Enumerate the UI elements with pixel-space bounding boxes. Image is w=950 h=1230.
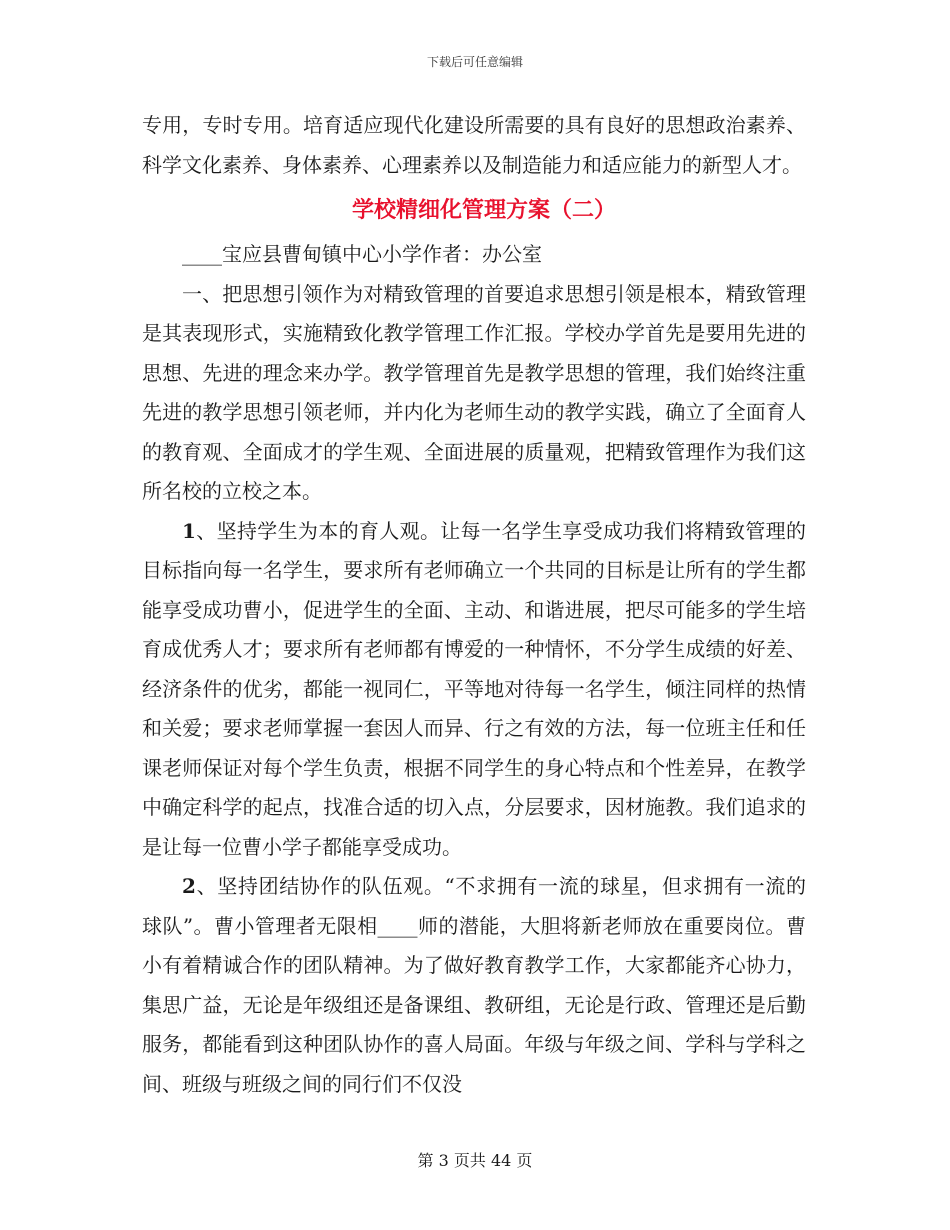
point-number: 1 — [182, 518, 196, 543]
point-text: 、坚持团结协作的队伍观。“不求拥有一流的球星，但求拥有一流的球队”。曹小管理者无限相____师的潜能，大胆将新老师放在重要岗位。曹小有着精诚合作的团队精神。为了做好教育教学工作，大家都能齐心协力，集思广益，无论是年级组还是备课组、教研组，无论是行政、管理还是后勤服务，都能看到这种团队协作的喜人局面。年级与年级之间、学科与学科之间、班级与班级之间的同行们不仅没 — [142, 874, 806, 1096]
paragraph-point-two — [142, 867, 806, 1104]
document-body — [142, 106, 806, 1104]
paragraph-continuation: 专用，专时专用。培育适应现代化建设所需要的具有良好的思想政治素养、科学文化素养、身体素养、心理素养以及制造能力和适应能力的新型人才。 — [142, 113, 806, 177]
paragraph-section-one: 一、把思想引领作为对精致管理的首要追求思想引领是根本，精致管理是其表现形式，实施精致化教学管理工作汇报。学校办学首先是要用先进的思想、先进的理念来办学。教学管理首先是教学思想的管理，我们始终注重先进的教学思想引领老师，并内化为老师生动的教学实践，确立了全面育人的教育观、全面成才的学生观、全面进展的质量观，把精致管理作为我们这所名校的立校之本。 — [142, 281, 806, 503]
author-line: ____宝应县曹甸镇中心小学作者：办公室 — [182, 242, 542, 266]
point-number: 2 — [182, 874, 196, 898]
point-text: 、坚持学生为本的育人观。让每一名学生享受成功我们将精致管理的目标指向每一名学生，要求所有老师确立一个共同的目标是让所有的学生都能享受成功曹小，促进学生的全面、主动、和谐进展，把尽可能多的学生培育成优秀人才；要求所有老师都有博爱的一种情怀，不分学生成绩的好差、经济条件的优劣，都能一视同仁，平等地对待每一名学生，倾注同样的热情和关爱；要求老师掌握一套因人而异、行之有效的方法，每一位班主任和任课老师保证对每个学生负责，根据不同学生的身心特点和个性差异，在教学中确定科学的起点，找准合适的切入点，分层要求，因材施教。我们追求的是让每一位曹小学子都能享受成功。 — [142, 518, 806, 859]
section-title: 学校精细化管理方案（二） — [351, 197, 616, 223]
paragraph-point-one — [142, 512, 806, 868]
page-number: 第 3 页共 44 页 — [417, 1151, 533, 1170]
page-header-note: 下载后可任意编辑 — [426, 55, 523, 69]
